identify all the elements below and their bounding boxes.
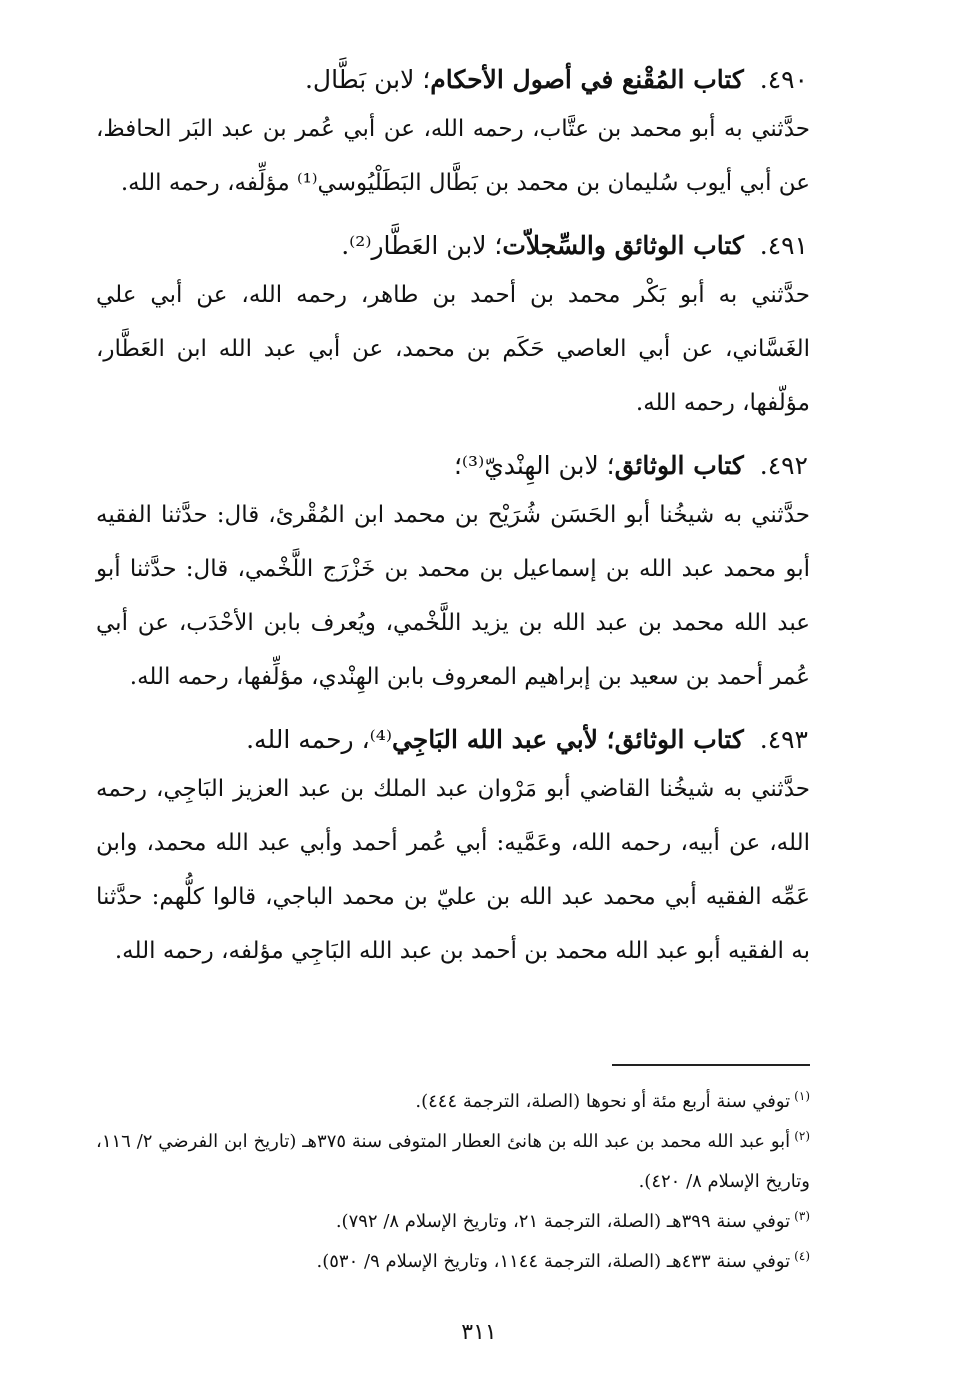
footnote-text: توفي سنة ٤٣٣هـ (الصلة، الترجمة ١١٤٤، وتاريخ الإسلام ٩/ ٥٣٠). — [316, 1251, 791, 1272]
entry-body: حدَّثني به أبو بَكْر محمد بن أحمد بن طاهر، رحمه الله، عن أبي علي الغَسَّاني، عن أبي العاصي حَكَم بن محمد، عن أبي عبد الله ابن العَطَّار، مؤلّفها، رحمه الله. — [96, 282, 810, 416]
footnote-divider — [612, 1064, 810, 1066]
footnote-text: توفي سنة ٣٩٩هـ (الصلة، الترجمة ٢١، وتاريخ الإسلام ٨/ ٧٩٢). — [335, 1211, 791, 1232]
footnotes — [96, 1082, 810, 1282]
entry-490 — [96, 58, 810, 210]
entry-number: ٤٩٣. — [759, 725, 808, 754]
entry-number: ٤٩٠. — [759, 65, 808, 94]
footnote-marker: (١) — [794, 1089, 810, 1103]
footnote-3 — [96, 1202, 810, 1242]
footnote-1 — [96, 1082, 810, 1122]
footnote-marker: (٣) — [794, 1209, 810, 1223]
entry-body: حدَّثني به شيخُنا القاضي أبو مَرْوان عبد الملك بن عبد العزيز البَاجِي، رحمه الله، عن أبيه، رحمه الله، وعَمَّيه: أبي عُمر أحمد وأبي عبد الله محمد، وابن عَمِّه الفقيه أبي محمد عبد الله بن عليّ بن محمد الباجي، قالوا كلُّهم: حدَّثنا به الفقيه أبو عبد الله محمد بن أحمد بن عبد الله البَاجِي مؤلفه، رحمه الله. — [96, 776, 810, 964]
entry-book-title: كتاب الوثائق؛ لأبي عبد الله البَاجِي — [391, 725, 744, 754]
footnote-marker: (٤) — [794, 1249, 810, 1263]
entry-book-title: كتاب المُقْنع في أصول الأحكام — [430, 65, 744, 94]
entry-heading — [96, 224, 808, 268]
entry-heading — [96, 58, 808, 102]
entry-book-title: كتاب الوثائق والسِّجلاّت — [502, 231, 744, 260]
footnote-4 — [96, 1242, 810, 1282]
entry-491 — [96, 224, 810, 430]
footnote-marker: (٢) — [794, 1129, 811, 1143]
entry-492 — [96, 444, 810, 704]
footnote-text: توفي سنة أربع مئة أو نحوها (الصلة، الترجمة ٤٤٤). — [415, 1091, 791, 1112]
entry-number: ٤٩٢. — [759, 451, 808, 480]
entry-author: ؛ لابن بَطَّال. — [304, 65, 431, 94]
entry-book-title: كتاب الوثائق — [614, 451, 744, 480]
entry-number: ٤٩١. — [759, 231, 808, 260]
entry-author: ؛ لابن الهِنْديّ⁽³⁾؛ — [453, 451, 615, 480]
page-number: ٣١١ — [461, 1320, 497, 1345]
entry-author: ⁽⁴⁾، رحمه الله. — [246, 725, 392, 754]
entry-author: ؛ لابن العَطَّار⁽²⁾. — [341, 231, 503, 260]
entry-heading — [96, 444, 808, 488]
footnote-text: أبو عبد الله محمد بن عبد الله بن هانئ العطار المتوفى سنة ٣٧٥هـ (تاريخ ابن الفرضي ٢/ ١١٦، وتاريخ الإسلام ٨/ ٤٢٠). — [96, 1131, 810, 1192]
entry-493 — [96, 718, 810, 978]
footnote-2 — [96, 1122, 810, 1202]
entry-body: حدَّثني به شيخُنا أبو الحَسَن شُرَيْح بن محمد ابن المُقْرئ، قال: حدَّثنا الفقيه أبو محمد عبد الله بن إسماعيل بن محمد بن خَزْرَج اللَّخْمي، قال: حدَّثنا أبو عبد الله محمد بن عبد الله بن يزيد اللَّخْمي، ويُعرف بابن الأحْدَب، عن أبي عُمر أحمد بن سعيد بن إبراهيم المعروف بابن الهِنْدي، مؤلِّفها، رحمه الله. — [96, 502, 810, 690]
entry-heading — [96, 718, 808, 762]
entry-body: حدَّثني به أبو محمد بن عتَّاب، رحمه الله، عن أبي عُمر بن عبد البَر الحافظ، عن أبي أيوب سُليمان بن محمد بن بَطَّال البَطَلْيُوسي⁽¹⁾ مؤلِّفه، رحمه الله. — [96, 116, 810, 196]
